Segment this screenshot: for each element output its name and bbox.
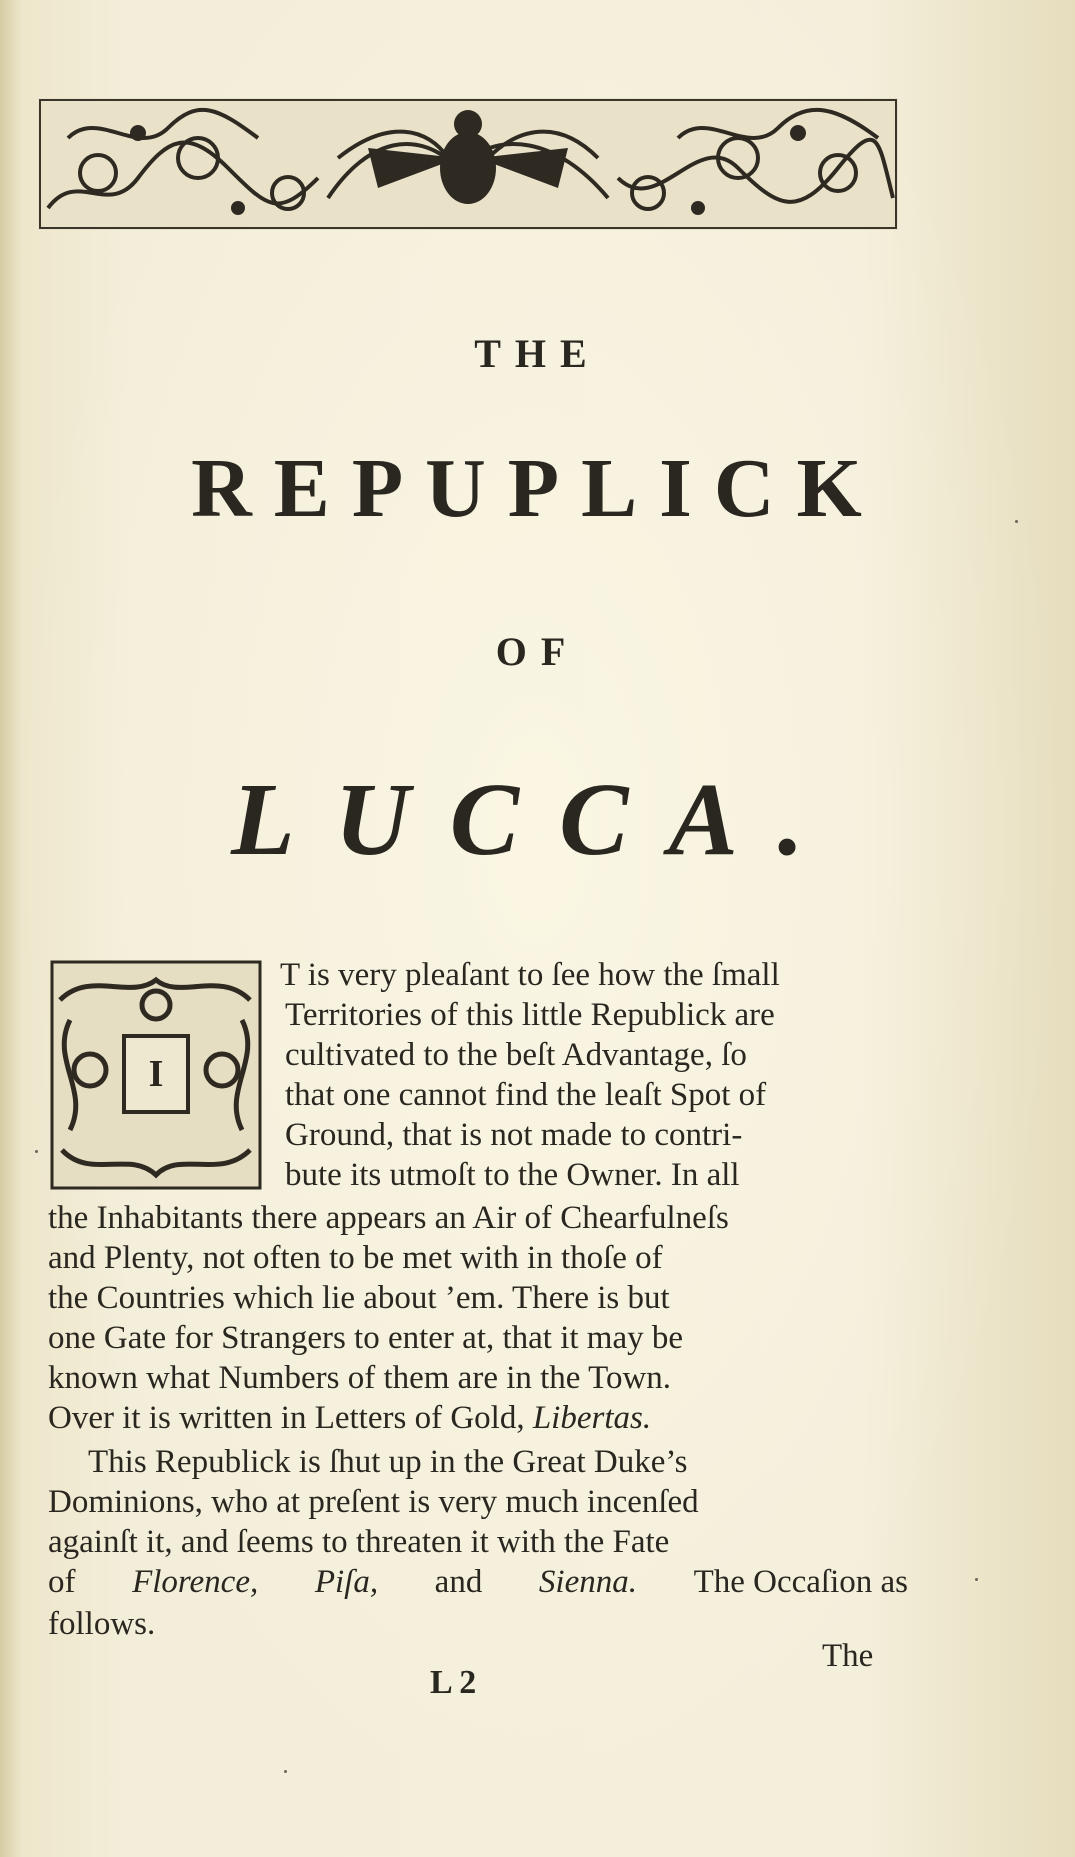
drop-cap-block (50, 960, 262, 1190)
text-line: that one cannot find the leaſt Spot of (285, 1077, 767, 1113)
text-line: Ground, that is not made to contri- (285, 1117, 743, 1153)
text-line: one Gate for Strangers to enter at, that it may be (48, 1320, 684, 1356)
text-line: and Plenty, not often to be met with in thoſe of (48, 1240, 663, 1276)
text-line: cultivated to the beſt Advantage, ſo (285, 1037, 747, 1073)
text-line: the Inhabitants there appears an Air of Chearfulneſs (48, 1200, 729, 1236)
text-line: Territories of this little Republick are (285, 997, 775, 1033)
paper-speck (35, 1150, 38, 1153)
signature-mark: L 2 (430, 1664, 477, 1701)
ornamental-headpiece (38, 98, 898, 230)
text-line: T is very pleaſant to ſee how the ſmall (280, 957, 780, 993)
text-italic-libertas: Libertas. (532, 1400, 652, 1436)
title-line-republick: REPUPLICK (191, 442, 884, 535)
drop-cap-letter: I (148, 1053, 164, 1095)
title-line-lucca: LUCCA. (231, 762, 844, 877)
text-line (48, 1398, 908, 1438)
text-line: bute its utmoſt to the Owner. In all (285, 1157, 740, 1193)
paper-speck (284, 1770, 287, 1773)
text-line: Dominions, who at preſent is very much incenſed (48, 1484, 699, 1520)
text-fragment: and (434, 1564, 483, 1600)
text-line: the Countries which lie about ’em. There is but (48, 1280, 670, 1316)
text-italic-pisa: Piſa, (314, 1564, 379, 1600)
text-fragment: The Occaſion as (693, 1564, 908, 1600)
paper-speck (975, 1578, 978, 1581)
text-italic-florence: Florence, (132, 1564, 259, 1600)
text-line: againſt it, and ſeems to threaten it with the Fate (48, 1524, 670, 1560)
text-fragment: of (48, 1564, 76, 1600)
catchword: The (822, 1638, 874, 1674)
text-italic-sienna: Sienna. (538, 1564, 637, 1600)
title-line-of: OF (495, 629, 580, 674)
title-line-the: THE (474, 331, 601, 376)
text-line (48, 1562, 908, 1602)
page-gutter-shadow (0, 0, 22, 1857)
text-fragment: Over it is written in Letters of Gold, (48, 1400, 525, 1436)
headpiece-ornament-icon (38, 98, 898, 230)
paper-speck (1015, 520, 1018, 523)
text-line: This Republick is ſhut up in the Great Duke’s (88, 1444, 688, 1480)
text-line: known what Numbers of them are in the Town. (48, 1360, 672, 1396)
text-line: follows. (48, 1606, 156, 1642)
